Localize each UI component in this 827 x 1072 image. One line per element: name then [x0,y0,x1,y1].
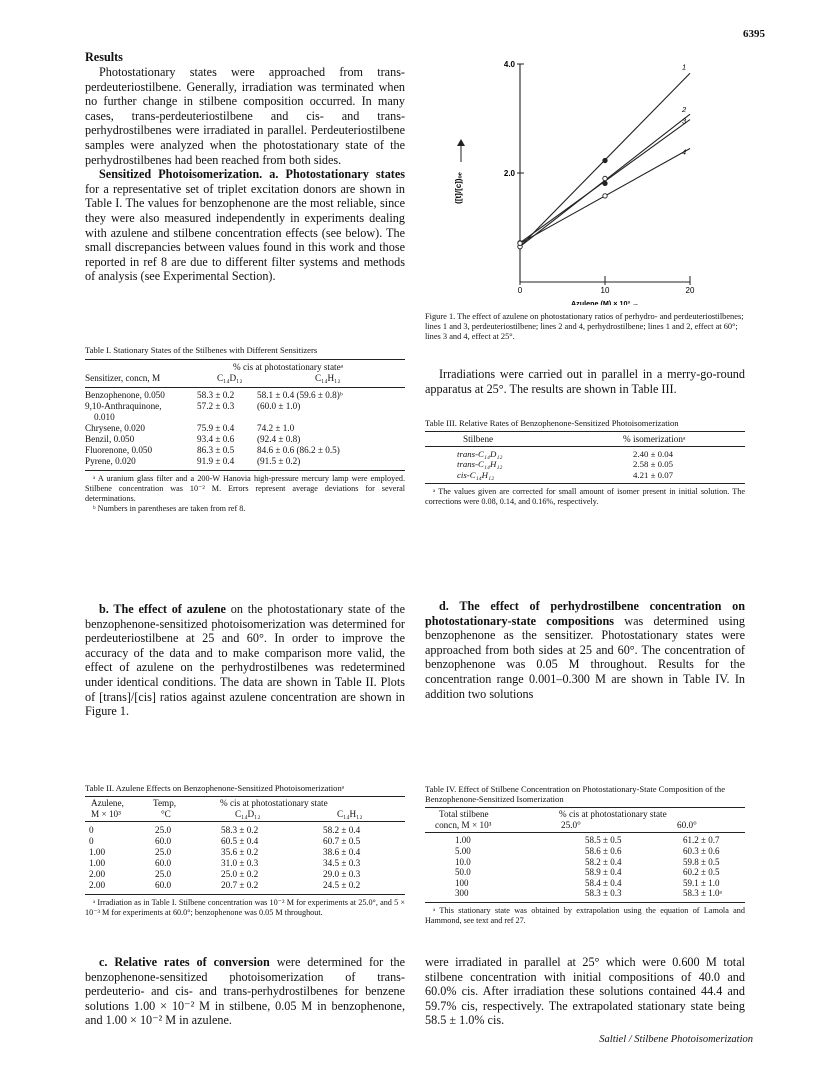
table-3-body [425,449,745,480]
section-c-text: were determined for the benzophenone-sensitized photoisomerization of trans-perdeuterio- and cis- and trans-perhydrostilbenes for benzene solutions 1.00 × 10⁻² M in stilbene, 0.05 M in benzophenone, and 1.00 × 10⁻² M in azulene. [85,955,405,1028]
right-paragraph-1 [425,367,745,396]
table-row: 1.00 25.0 35.6 ± 0.2 38.6 ± 0.4 [89,847,361,858]
table-row: 100 58.4 ± 0.4 59.1 ± 1.0 [455,877,720,888]
table-1-footnote-a: ᵃ A uranium glass filter and a 200-W Hanovia high-pressure mercury lamp were employed. Stilbene concentration was 10⁻² M. Errors represent average deviations for several determinations. [85,474,405,503]
section-a-paragraph [85,167,405,284]
table-row: 2.00 60.0 20.7 ± 0.2 24.5 ± 0.2 [89,880,361,891]
section-d-text: was determined using benzophenone as the sensitizer. Photostationary states were approached from both sides at 25 and 60°. The concentration of benzophenone was 0.05 M throughout. Results for the concentration range 0.001–0.300 M are shown in Table IV. In addition two solutions [425,613,745,701]
table-row: Pyrene, 0.020 91.9 ± 0.4 (91.5 ± 0.2) [85,456,301,467]
table-2-header-cell: C₁₄D₁₂ [235,809,261,820]
section-c [85,955,405,1028]
table-4-footnote: ᵃ This stationary state was obtained by extrapolation using the equation of Lamola and Hammond, see text and ref 27. [425,905,745,925]
section-b-bold: b. The effect of azulene [99,602,226,616]
table-row: cis-C₁₄H₁₂ 4.21 ± 0.07 [457,469,674,480]
section-b [85,602,405,719]
table-3-title: Table III. Relative Rates of Benzophenone-Sensitized Photoisomerization [425,418,679,428]
x-axis-label: Azulene (M) × 10³ → [570,299,640,305]
table-1-body [85,390,405,467]
data-point [603,181,607,185]
table-row: 2.00 25.0 25.0 ± 0.2 29.0 ± 0.3 [89,869,361,880]
table-4-header-cell: % cis at photostationary state [559,809,667,820]
table-row: 300 58.3 ± 0.3 58.3 ± 1.0ᵃ [455,888,722,899]
table-row: 1.00 58.5 ± 0.5 61.2 ± 0.7 [455,835,720,846]
table-4-header-cell: 60.0° [677,820,697,831]
table-3-header [425,432,745,446]
results-section [85,50,405,284]
table-1-footnote-b: ᵇ Numbers in parentheses are taken from ref 8. [93,503,246,513]
page-number: 6395 [743,28,765,40]
data-point [603,194,607,198]
table-3-header-cell: % isomerizationᵃ [623,433,686,444]
table-row: Benzophenone, 0.050 58.3 ± 0.2 58.1 ± 0.4 (59.6 ± 0.8)ᵇ [85,390,343,401]
line-label: 3 [682,116,687,126]
line-label: 4 [682,147,687,157]
table-2-footnote: ᵃ Irradiation as in Table I. Stilbene concentration was 10⁻² M for experiments at 25.0°, and 5 × 10⁻³ M for experiments at 60.0°; benzophenone was 0.05 M throughout. [85,898,405,917]
line-label: 2 [682,105,687,115]
table-row: 0.010 [94,412,115,423]
table-2-title: Table II. Azulene Effects on Benzophenone-Sensitized Photoisomerizationᵃ [85,783,345,793]
right-bottom-paragraph [425,955,745,1028]
table-2-header-cell: C₁₄H₁₂ [337,809,363,820]
section-d-bold: d. The effect of perhydrostilbene concentration on photostationary-state compositions [425,599,745,628]
table-1-header [85,360,405,386]
right-bottom-text: were irradiated in parallel at 25° which were 0.600 M total stilbene concentration with initial compositions of 40.0 and 60.0% cis. After irradiation these solutions contained 44.4 and 59.7% cis, respectively. The extrapolated stationary state being 58.5 ± 1.0% cis. [425,955,745,1028]
y-tick-label: 4.0 [503,60,515,69]
table-2-header-cell: % cis at photostationary state [220,798,328,809]
figure-1-caption-block [425,312,745,343]
line-label: 1 [682,62,687,72]
data-point [518,241,522,245]
table-2-header-cell: Azulene, [91,798,124,809]
table-row: 50.0 58.9 ± 0.4 60.2 ± 0.5 [455,867,720,878]
table-1 [85,345,405,513]
x-tick-label: 10 [600,286,610,295]
table-row: Chrysene, 0.020 75.9 ± 0.4 74.2 ± 1.0 [85,423,295,434]
section-b-text: on the photostationary state of the benzophenone-sensitized photoisomerization was determined for perdeuteriostilbene at 25 and 60°. In order to improve the accuracy of the data and to make comparison more valid, the effect of azulene on the perhydrostilbenes was redetermined under identical conditions. The data are shown in Table II. Plots of [trans]/[cis] ratios against azulene concentration are shown in Figure 1. [85,602,405,719]
table-3 [425,418,745,506]
table-row: 10.0 58.2 ± 0.4 59.8 ± 0.5 [455,856,720,867]
figure-1-chart [425,40,745,305]
table-4-body [425,835,745,899]
table-4-title: Table IV. Effect of Stilbene Concentration on Photostationary-State Composition of the Benzophenone-Sensitized Isomerization [425,784,726,805]
results-paragraph-1: Photostationary states were approached from trans-perdeuteriostilbene. Generally, irradiation was terminated when no further change in stilbene composition occurred. In many cases, trans-perdeuteriostilbene and cis- and trans-perhydrostilbenes were irradiated in parallel. Perdeuteriostilbene samples were analyzed when the photostationary state of the perhydrostilbenes had been reached from both sides. [85,65,405,167]
table-2 [85,783,405,918]
section-c-bold: c. Relative rates of conversion [99,955,270,969]
data-point [603,176,607,180]
table-row: 9,10-Anthraquinone, 57.2 ± 0.3 (60.0 ± 1.0) [85,401,301,412]
x-tick-label: 0 [517,286,523,295]
table-2-header-cell: °C [161,809,171,820]
table-1-group-header: % cis at photostationary stateᵃ [233,362,344,373]
table-2-body [85,825,405,891]
table-row: trans-C₁₄H₁₂ 2.58 ± 0.05 [457,459,674,470]
results-heading: Results [85,50,123,64]
y-label-arrowhead [457,139,465,146]
table-4 [425,784,745,926]
table-4-header-cell: 25.0° [561,820,581,831]
y-axis-label: ([t]/[c])ₒₑ [454,172,463,204]
table-4-header [425,808,745,832]
table-3-header-cell: Stilbene [463,433,494,444]
right-text-1: Irradiations were carried out in parallel in a merry-go-round apparatus at 25°. The results are shown in Table III. [425,367,745,396]
table-2-header-cell: M × 10³ [91,809,121,820]
section-a-text: for a representative set of triplet excitation donors are shown in Table I. The values for benzophenone are the most reliable, since they were also measured independently in experiments dealing with azulene and stilbene concentration effects (see below). The small discrepancies between values found in this work and those reported in ref 8 are due to different filter systems and methods of analysis (see Experimental Section). [85,181,405,284]
table-row: trans-C₁₄D₁₂ 2.40 ± 0.04 [457,449,674,460]
table-row: 0 25.0 58.3 ± 0.2 58.2 ± 0.4 [89,825,361,836]
figure-1-caption: Figure 1. The effect of azulene on photostationary ratios of perhydro- and perdeuteriostilbenes; lines 1 and 3, perdeuteriostilbene; lines 2 and 4, perhydrostilbene; lines 1 and 2, effect at 60°; lines 3 and 4, effect at 25°. [425,312,744,342]
data-point [603,158,607,162]
table-3-footnote: ᵃ The values given are corrected for small amount of isomer present in initial solution. The corrections were 0.08, 0.14, and 0.16%, respectively. [425,486,745,506]
table-4-header-cell: Total stilbene [439,809,489,820]
section-d [425,599,745,701]
table-4-header-cell: concn, M × 10³ [435,820,492,831]
y-tick-label: 2.0 [503,169,515,178]
table-1-col-header: Sensitizer, concn, M [85,373,161,384]
table-2-header [85,797,405,821]
table-2-header-cell: Temp, [153,798,177,809]
x-tick-label: 20 [685,286,695,295]
table-1-title: Table I. Stationary States of the Stilbenes with Different Sensitizers [85,345,318,355]
running-footer: Saltiel / Stilbene Photoisomerization [599,1034,753,1045]
table-row: Fluorenone, 0.050 86.3 ± 0.5 84.6 ± 0.6 (86.2 ± 0.5) [85,445,340,456]
table-row: Benzil, 0.050 93.4 ± 0.6 (92.4 ± 0.8) [85,434,301,445]
section-a-bold: Sensitized Photoisomerization. a. Photostationary states [99,167,405,182]
table-row: 5.00 58.6 ± 0.6 60.3 ± 0.6 [455,846,720,856]
table-1-col-header: C₁₄D₁₂ [217,373,243,384]
figure-1 [425,40,745,305]
table-1-col-header: C₁₄H₁₂ [315,373,341,384]
table-row: 1.00 60.0 31.0 ± 0.3 34.5 ± 0.3 [89,858,361,869]
table-row: 0 60.0 60.5 ± 0.4 60.7 ± 0.5 [89,836,361,847]
